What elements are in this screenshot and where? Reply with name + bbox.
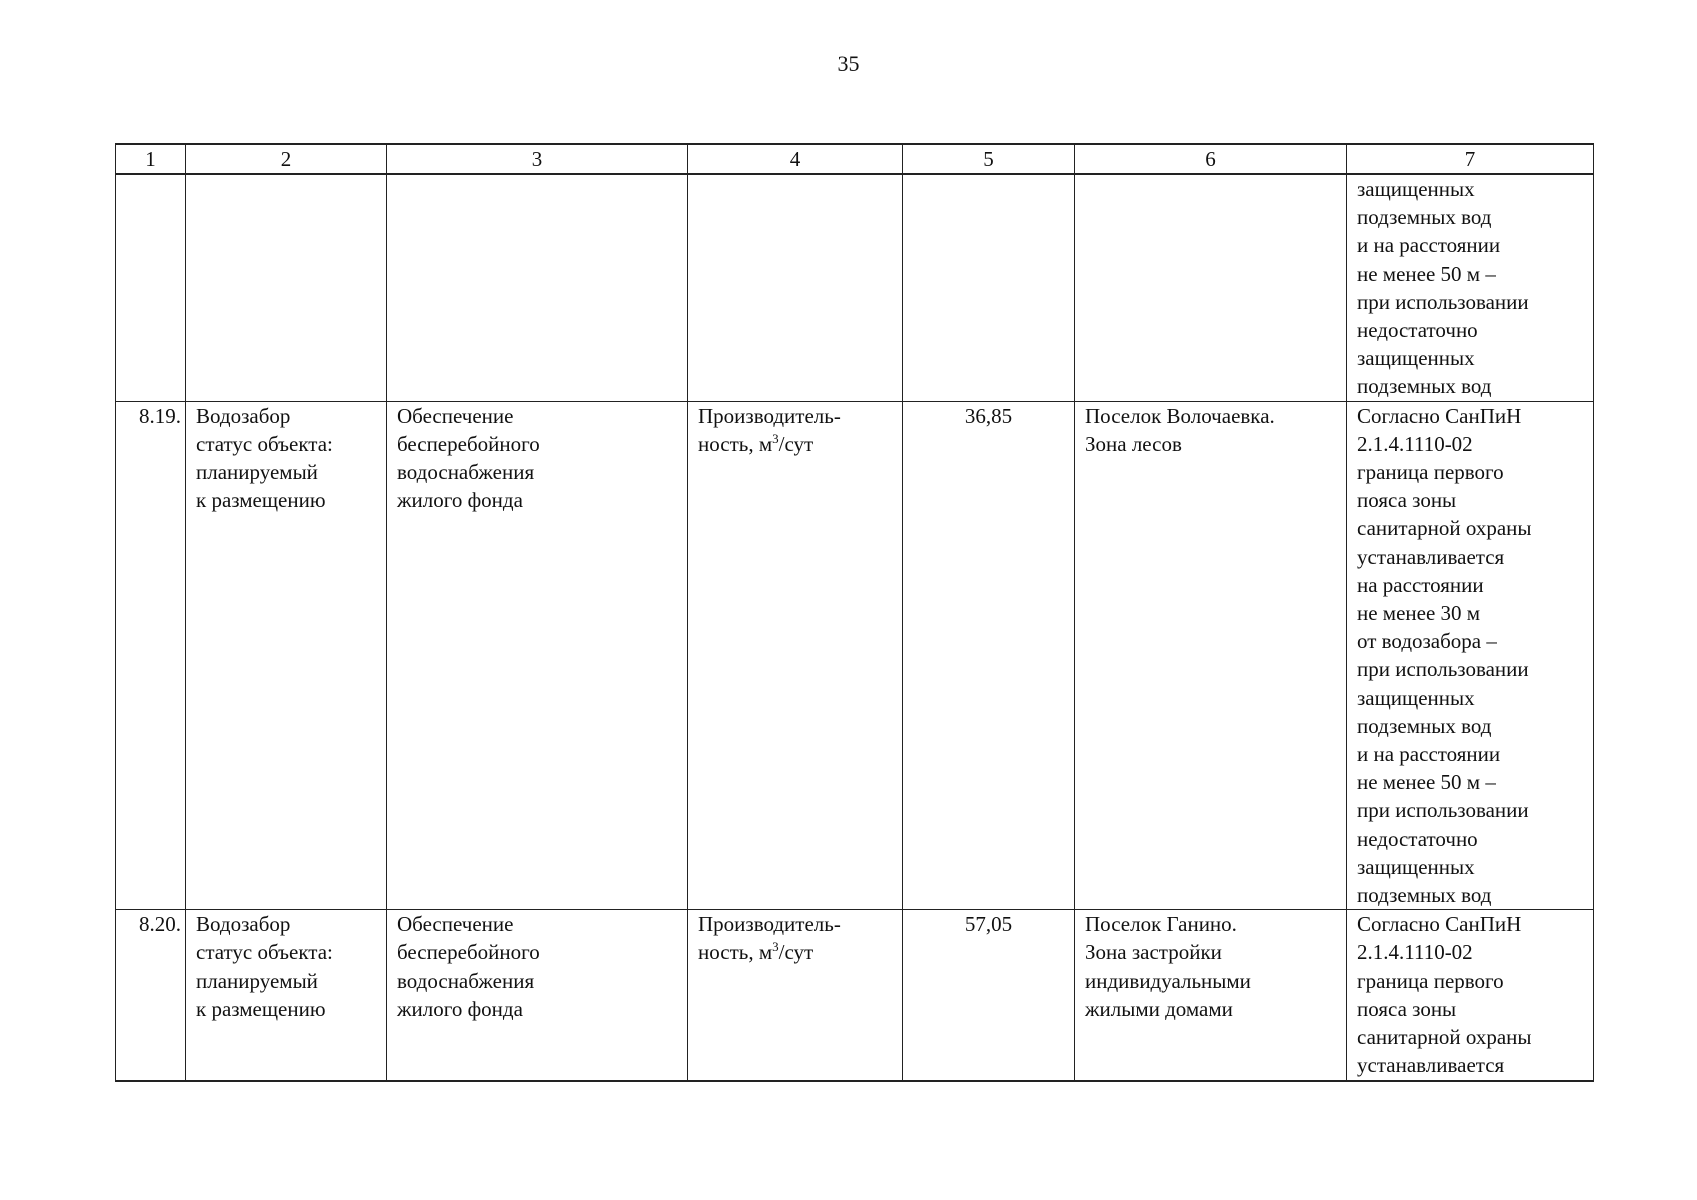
table-header-row bbox=[116, 144, 1594, 174]
table-row bbox=[116, 910, 1594, 1081]
table-cell bbox=[116, 174, 186, 401]
table-cell bbox=[688, 174, 903, 401]
sanitary-zone-cell: Согласно СанПиН 2.1.4.1110-02 граница первого пояса зоны санитарной охраны устанавливается на расстоянии не менее 30 м от водозабора – при использовании защищенных подземных вод и на расстоянии не менее 50 м – при использовании недостаточно защищенных подземных вод bbox=[1347, 401, 1594, 910]
table-cell bbox=[387, 174, 688, 401]
column-header: 2 bbox=[186, 144, 387, 174]
table-row bbox=[116, 401, 1594, 910]
column-header: 6 bbox=[1075, 144, 1347, 174]
sanitary-zone-cell: Согласно СанПиН 2.1.4.1110-02 граница первого пояса зоны санитарной охраны устанавливается bbox=[1347, 910, 1594, 1081]
parameter-cell bbox=[688, 401, 903, 910]
row-number: 8.20. bbox=[116, 910, 186, 1081]
column-header: 4 bbox=[688, 144, 903, 174]
table-cell bbox=[903, 174, 1075, 401]
parameter-superscript: 3 bbox=[772, 939, 779, 955]
parameter-superscript: 3 bbox=[772, 430, 779, 446]
column-header: 3 bbox=[387, 144, 688, 174]
table-row bbox=[116, 174, 1594, 401]
location-cell: Поселок Волочаевка. Зона лесов bbox=[1075, 401, 1347, 910]
sanitary-zone-cell: защищенных подземных вод и на расстоянии не менее 50 м – при использовании недостаточно защищенных подземных вод bbox=[1347, 174, 1594, 401]
document-table bbox=[115, 143, 1594, 1082]
page-number: 35 bbox=[837, 51, 860, 76]
table-cell bbox=[1075, 174, 1347, 401]
parameter-name: Производитель- ность, м bbox=[698, 403, 841, 456]
location-cell: Поселок Ганино. Зона застройки индивидуальными жилыми домами bbox=[1075, 910, 1347, 1081]
object-cell: Водозабор статус объекта: планируемый к размещению bbox=[186, 910, 387, 1081]
parameter-unit: /сут bbox=[778, 940, 814, 965]
purpose-cell: Обеспечение бесперебойного водоснабжения жилого фонда bbox=[387, 401, 688, 910]
object-cell: Водозабор статус объекта: планируемый к размещению bbox=[186, 401, 387, 910]
parameter-name: Производитель- ность, м bbox=[698, 912, 841, 965]
row-number: 8.19. bbox=[116, 401, 186, 910]
parameter-unit: /сут bbox=[778, 431, 814, 456]
parameter-cell bbox=[688, 910, 903, 1081]
column-header: 7 bbox=[1347, 144, 1594, 174]
column-header: 5 bbox=[903, 144, 1075, 174]
table-cell bbox=[186, 174, 387, 401]
column-header: 1 bbox=[116, 144, 186, 174]
value-cell: 36,85 bbox=[903, 401, 1075, 910]
value-cell: 57,05 bbox=[903, 910, 1075, 1081]
purpose-cell: Обеспечение бесперебойного водоснабжения жилого фонда bbox=[387, 910, 688, 1081]
